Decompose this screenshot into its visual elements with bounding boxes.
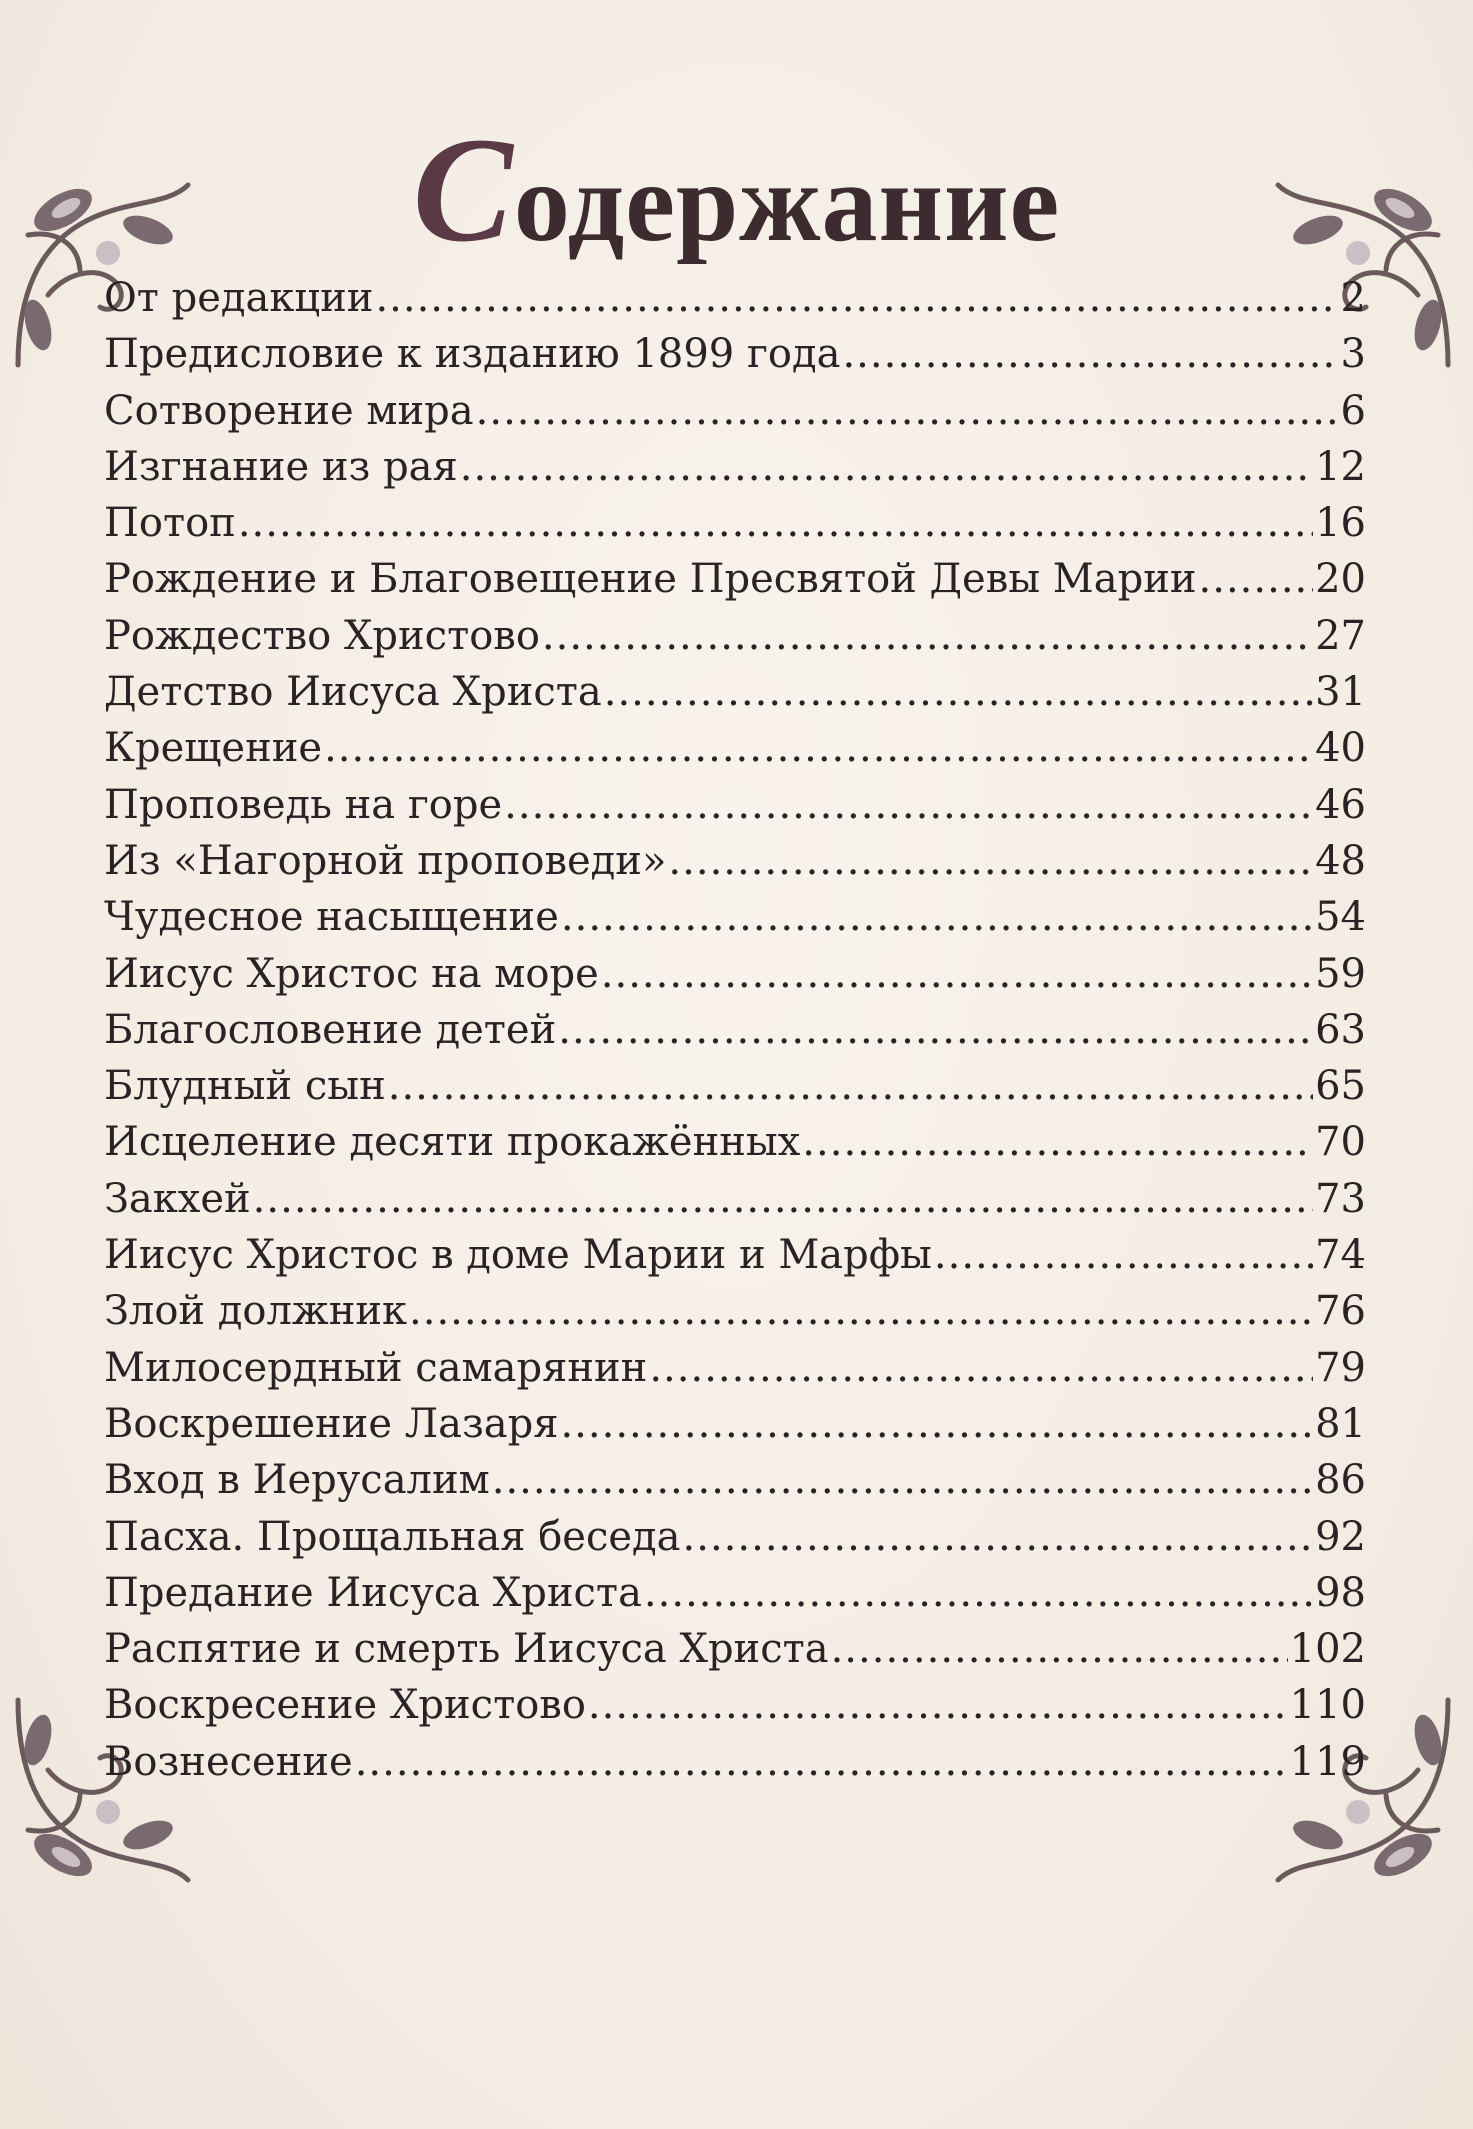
toc-entry[interactable] [104, 720, 1366, 776]
toc-entry-page: 102 [1289, 1626, 1366, 1673]
dot-leader [504, 777, 1313, 833]
dot-leader [668, 833, 1313, 889]
toc-entry-title: От редакции [104, 275, 374, 321]
toc-entry-title: Изгнание из рая [104, 443, 458, 490]
toc-entry-page: 81 [1315, 1400, 1366, 1447]
toc-entry-title: Из «Нагорной проповеди» [104, 837, 667, 884]
toc-entry[interactable] [104, 1058, 1366, 1114]
toc-entry[interactable] [104, 326, 1366, 382]
toc-entry-page: 65 [1315, 1063, 1366, 1110]
dot-leader [460, 439, 1313, 495]
toc-entry[interactable] [104, 270, 1366, 326]
toc-entry-title: Исцеление десяти прокажённых [104, 1119, 801, 1166]
toc-entry[interactable] [104, 1396, 1366, 1452]
toc-entry-page: 70 [1315, 1119, 1366, 1166]
toc-entry-page: 98 [1315, 1569, 1366, 1616]
toc-entry-title: Благословение детей [104, 1006, 557, 1053]
toc-entry-page: 79 [1315, 1344, 1366, 1391]
toc-entry-title: Закхей [104, 1175, 251, 1222]
toc-entry-page: 40 [1315, 725, 1366, 772]
toc-entry-page: 46 [1315, 781, 1366, 828]
toc-entry-page: 110 [1289, 1682, 1366, 1729]
dot-leader [842, 326, 1338, 382]
toc-entry-title: Чудесное насыщение [104, 894, 559, 941]
toc-entry[interactable] [104, 495, 1366, 551]
dot-leader [831, 1621, 1288, 1677]
dot-leader [355, 1734, 1288, 1790]
dot-leader [558, 1002, 1313, 1058]
dot-leader [601, 946, 1313, 1002]
toc-entry[interactable] [104, 1002, 1366, 1058]
dot-leader [644, 1565, 1313, 1621]
toc-entry[interactable] [104, 1565, 1366, 1621]
dot-leader [604, 664, 1313, 720]
dot-leader [375, 270, 1338, 326]
toc-entry-page: 63 [1315, 1006, 1366, 1053]
toc-entry-page: 31 [1315, 669, 1366, 716]
toc-entry[interactable] [104, 777, 1366, 833]
title-rest: одержание [513, 141, 1061, 266]
toc-entry-page: 73 [1315, 1175, 1366, 1222]
toc-entry-title: Проповедь на горе [104, 781, 503, 828]
toc-entry-page: 59 [1315, 950, 1366, 997]
toc-entry-page: 119 [1289, 1738, 1366, 1785]
dot-leader [561, 889, 1313, 945]
toc-entry-title: Предание Иисуса Христа [104, 1569, 642, 1616]
title-initial: С [412, 107, 514, 274]
toc-entry-page: 74 [1315, 1232, 1366, 1279]
toc-entry[interactable] [104, 608, 1366, 664]
dot-leader [324, 720, 1313, 776]
dot-leader [238, 495, 1313, 551]
toc-entry[interactable] [104, 946, 1366, 1002]
toc-entry-page: 16 [1315, 500, 1366, 547]
table-of-contents [104, 270, 1366, 1790]
toc-entry-title: Крещение [104, 725, 323, 772]
toc-entry-title: Вход в Иерусалим [104, 1457, 490, 1504]
toc-entry[interactable] [104, 1171, 1366, 1227]
toc-entry[interactable] [104, 833, 1366, 889]
toc-entry-page: 6 [1340, 387, 1366, 434]
dot-leader [409, 1283, 1313, 1339]
toc-entry[interactable] [104, 1509, 1366, 1565]
toc-entry-page: 54 [1315, 894, 1366, 941]
toc-entry[interactable] [104, 664, 1366, 720]
toc-entry-title: Предисловие к изданию 1899 года [104, 331, 841, 378]
toc-entry-page: 27 [1315, 612, 1366, 659]
toc-entry[interactable] [104, 889, 1366, 945]
toc-entry-page: 86 [1315, 1457, 1366, 1504]
toc-entry[interactable] [104, 1677, 1366, 1733]
toc-entry-title: Блудный сын [104, 1063, 386, 1110]
toc-entry[interactable] [104, 1283, 1366, 1339]
toc-entry[interactable] [104, 1621, 1366, 1677]
toc-entry-page: 3 [1340, 331, 1366, 378]
toc-entry-title: Злой должник [104, 1288, 408, 1335]
toc-entry-title: Распятие и смерть Иисуса Христа [104, 1626, 829, 1673]
toc-entry-title: Рождение и Благовещение Пресвятой Девы Марии [104, 556, 1197, 603]
toc-entry-title: Милосердный самарянин [104, 1344, 648, 1391]
dot-leader [388, 1058, 1313, 1114]
toc-entry-page: 48 [1315, 837, 1366, 884]
toc-entry-page: 2 [1340, 275, 1366, 321]
toc-entry[interactable] [104, 1340, 1366, 1396]
toc-entry-title: Иисус Христос в доме Марии и Марфы [104, 1232, 932, 1279]
dot-leader [683, 1509, 1314, 1565]
dot-leader [476, 383, 1339, 439]
page-title [0, 107, 1473, 278]
toc-entry[interactable] [104, 1734, 1366, 1790]
toc-entry[interactable] [104, 551, 1366, 607]
toc-entry-title: Воскресение Христово [104, 1682, 586, 1729]
toc-entry[interactable] [104, 1452, 1366, 1508]
dot-leader [253, 1171, 1313, 1227]
toc-entry-title: Вознесение [104, 1738, 353, 1785]
toc-entry[interactable] [104, 1227, 1366, 1283]
dot-leader [649, 1340, 1313, 1396]
toc-entry[interactable] [104, 383, 1366, 439]
toc-entry[interactable] [104, 1114, 1366, 1170]
toc-entry-title: Пасха. Прощальная беседа [104, 1513, 681, 1560]
toc-entry-title: Сотворение мира [104, 387, 474, 434]
toc-entry-page: 20 [1315, 556, 1366, 603]
dot-leader [802, 1114, 1313, 1170]
dot-leader [542, 608, 1313, 664]
dot-leader [1199, 551, 1314, 607]
dot-leader [934, 1227, 1313, 1283]
dot-leader [560, 1396, 1313, 1452]
dot-leader [492, 1452, 1313, 1508]
toc-entry-title: Рождество Христово [104, 612, 540, 659]
toc-entry-title: Детство Иисуса Христа [104, 669, 602, 716]
dot-leader [588, 1677, 1288, 1733]
toc-entry-page: 92 [1315, 1513, 1366, 1560]
toc-entry-title: Потоп [104, 500, 236, 547]
toc-entry-page: 76 [1315, 1288, 1366, 1335]
toc-entry[interactable] [104, 439, 1366, 495]
toc-entry-title: Воскрешение Лазаря [104, 1400, 559, 1447]
toc-entry-title: Иисус Христос на море [104, 950, 599, 997]
toc-entry-page: 12 [1315, 443, 1366, 490]
